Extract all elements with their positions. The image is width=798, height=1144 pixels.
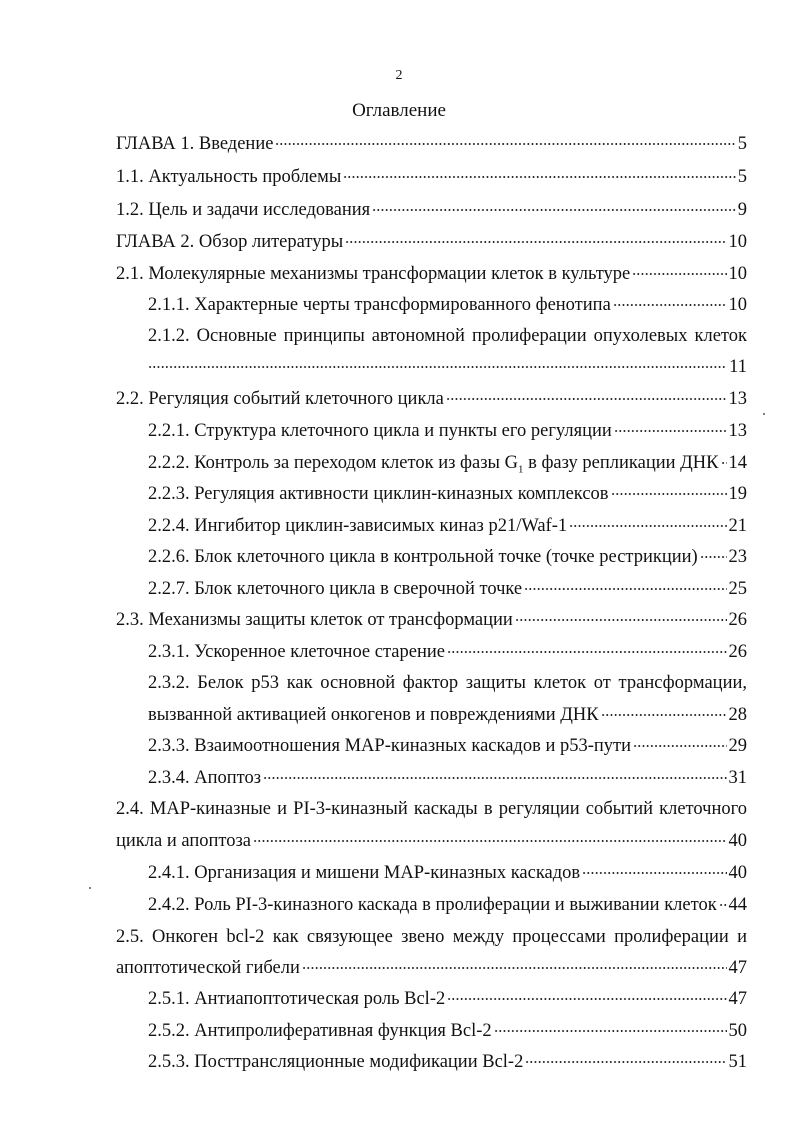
toc-entry-page: 19 xyxy=(728,484,747,504)
toc-entry-1-2[interactable] xyxy=(116,198,747,222)
dot-leader xyxy=(633,734,726,748)
toc-entry-label: 2.3.4. Апоптоз xyxy=(148,768,262,788)
toc-entry-page: 10 xyxy=(728,295,747,315)
toc-entry-page: 26 xyxy=(728,610,747,630)
dot-leader xyxy=(569,514,726,528)
dot-leader xyxy=(302,956,727,970)
toc-entry-label: 2.4.1. Организация и мишени MAP-киназных каскадов xyxy=(148,863,581,883)
toc-entry-label: 1.2. Цель и задачи исследования xyxy=(116,200,371,220)
scan-speck xyxy=(763,413,765,415)
toc-entry-label: 2.2.1. Структура клеточного цикла и пункты его регуляции xyxy=(148,421,612,441)
toc-entry-2-5-line1[interactable]: 2.5. Онкоген bcl-2 как связующее звено между процессами пролиферации и xyxy=(116,927,747,947)
dot-leader xyxy=(372,198,736,212)
dot-leader xyxy=(524,577,726,591)
toc-entry-label: ГЛАВА 1. Введение xyxy=(116,134,274,154)
toc-entry-label: 2.2.6. Блок клеточного цикла в контрольной точке (точке рестрикции) xyxy=(148,547,698,567)
toc-entry-2-5[interactable] xyxy=(116,956,747,980)
toc-entry-page: 31 xyxy=(728,768,747,788)
dot-leader xyxy=(345,230,726,244)
toc-entry-page: 13 xyxy=(728,421,747,441)
toc-entry-page: 47 xyxy=(728,989,747,1009)
toc-entry-2-2-1[interactable] xyxy=(148,419,747,443)
toc-entry-2-5-2[interactable] xyxy=(148,1019,747,1043)
toc-entry-page: 44 xyxy=(728,895,747,915)
toc-entry-2-1-2[interactable] xyxy=(148,355,747,379)
toc-entry-page: 14 xyxy=(728,453,747,473)
toc-entry-label-part: в фазу репликации ДНК xyxy=(523,453,719,473)
toc-entry-label: 2.3. Механизмы защиты клеток от трансформации xyxy=(116,610,513,630)
toc-entry-2-3-2-line1[interactable]: 2.3.2. Белок p53 как основной фактор защиты клеток от трансформации, xyxy=(148,673,747,693)
toc-entry-page: 21 xyxy=(728,516,747,536)
dot-leader xyxy=(719,893,727,907)
toc-entry-label: апоптотической гибели xyxy=(116,958,300,978)
dot-leader xyxy=(525,1050,726,1064)
toc-entry-label: 2.2. Регуляция событий клеточного цикла xyxy=(116,389,444,409)
dot-leader xyxy=(447,987,726,1001)
toc-entry-2-3[interactable] xyxy=(116,608,747,632)
toc-entry-label: вызванной активацией онкогенов и повреждениями ДНК xyxy=(148,705,599,725)
dot-leader xyxy=(613,293,727,307)
toc-entry-2-3-3[interactable] xyxy=(148,734,747,758)
toc-entry-label: 2.2.7. Блок клеточного цикла в сверочной точке xyxy=(148,579,523,599)
toc-entry-page: 10 xyxy=(728,264,747,284)
toc-entry-label: 2.3.3. Взаимоотношения MAP-киназных каскадов и p53-пути xyxy=(148,736,632,756)
toc-entry-1-1[interactable] xyxy=(116,165,747,189)
toc-entry-label: цикла и апоптоза xyxy=(116,831,252,851)
toc-entry-2-2-7[interactable] xyxy=(148,577,747,601)
toc-entry-label: 2.4.2. Роль PI-3-киназного каскада в пролиферации и выживании клеток xyxy=(148,895,717,915)
dot-leader xyxy=(582,861,726,875)
toc-entry-2-2-4[interactable] xyxy=(148,514,747,538)
dot-leader xyxy=(601,703,727,717)
dot-leader xyxy=(148,355,727,369)
toc-entry-page: 5 xyxy=(737,167,747,187)
toc-entry-page: 50 xyxy=(728,1021,747,1041)
toc-entry-page: 40 xyxy=(728,831,747,851)
toc-entry-2-2-6[interactable] xyxy=(148,545,747,569)
dot-leader xyxy=(446,387,727,401)
toc-entry-page: 28 xyxy=(728,705,747,725)
toc-entry-page: 26 xyxy=(728,642,747,662)
toc-entry-label: 2.2.4. Ингибитор циклин-зависимых киназ p21/Waf-1 xyxy=(148,516,568,536)
dot-leader xyxy=(515,608,727,622)
toc-entry-2-3-1[interactable] xyxy=(148,640,747,664)
toc-entry-label: 2.5.2. Антипролиферативная функция Bcl-2 xyxy=(148,1021,492,1041)
toc-entry-label-part: 2.2.2. Контроль за переходом клеток из фазы G xyxy=(148,453,518,473)
dot-leader xyxy=(611,482,727,496)
toc-entry-2-5-1[interactable] xyxy=(148,987,747,1011)
toc-entry-label xyxy=(148,451,719,475)
dot-leader xyxy=(700,545,727,559)
toc-entry-label: ГЛАВА 2. Обзор литературы xyxy=(116,232,344,252)
toc-entry-label: 2.3.1. Ускоренное клеточное старение xyxy=(148,642,445,662)
toc-entry-2-4-2[interactable] xyxy=(148,893,747,917)
dot-leader xyxy=(263,766,726,780)
dot-leader xyxy=(253,829,726,843)
toc-entry-label: 2.2.3. Регуляция активности циклин-киназных комплексов xyxy=(148,484,609,504)
toc-entry-2-3-4[interactable] xyxy=(148,766,747,790)
page-number: 2 xyxy=(395,68,403,83)
toc-entry-page: 40 xyxy=(728,863,747,883)
toc-entry-page: 29 xyxy=(728,736,747,756)
toc-title: Оглавление xyxy=(352,100,446,121)
toc-entry-page: 13 xyxy=(728,389,747,409)
dot-leader xyxy=(275,132,735,146)
toc-entry-page: 47 xyxy=(728,958,747,978)
toc-entry-2-2-3[interactable] xyxy=(148,482,747,506)
toc-entry-2-3-2[interactable] xyxy=(148,703,747,727)
dot-leader xyxy=(614,419,727,433)
toc-entry-label: 2.1. Молекулярные механизмы трансформации клеток в культуре xyxy=(116,264,631,284)
toc-entry-2-5-3[interactable] xyxy=(148,1050,747,1074)
scan-speck xyxy=(89,887,91,889)
toc-entry-page: 5 xyxy=(737,134,747,154)
dot-leader xyxy=(721,451,727,465)
toc-entry-page: 25 xyxy=(728,579,747,599)
dot-leader xyxy=(447,640,727,654)
toc-entry-2-4[interactable] xyxy=(116,829,747,853)
toc-entry-2-1[interactable] xyxy=(116,262,747,286)
dot-leader xyxy=(343,165,735,179)
toc-entry-label: 2.5.1. Антиапоптотическая роль Bcl-2 xyxy=(148,989,446,1009)
dot-leader xyxy=(632,262,726,276)
toc-entry-label: 2.5.3. Посттрансляционные модификации Bcl-2 xyxy=(148,1052,524,1072)
toc-entry-2-2[interactable] xyxy=(116,387,747,411)
dot-leader xyxy=(494,1019,727,1033)
toc-entry-label: 2.1.1. Характерные черты трансформированного фенотипа xyxy=(148,295,611,315)
toc-entry-2-4-line1[interactable]: 2.4. MAP-киназные и PI-3-киназный каскады в регуляции событий клеточного xyxy=(116,799,747,819)
toc-entry-label: 1.1. Актуальность проблемы xyxy=(116,167,342,187)
subscript: 1 xyxy=(517,463,524,476)
toc-entry-page: 23 xyxy=(728,547,747,567)
toc-entry-page: 10 xyxy=(728,232,747,252)
toc-entry-2-2-2[interactable] xyxy=(148,451,747,475)
toc-entry-chapter-1[interactable] xyxy=(116,132,747,156)
toc-entry-2-1-2-line1[interactable]: 2.1.2. Основные принципы автономной пролиферации опухолевых клеток xyxy=(148,326,747,346)
toc-entry-2-1-1[interactable] xyxy=(148,293,747,317)
toc-entry-page: 11 xyxy=(729,357,747,377)
toc-entry-page: 51 xyxy=(728,1052,747,1072)
toc-entry-page: 9 xyxy=(737,200,747,220)
toc-entry-2-4-1[interactable] xyxy=(148,861,747,885)
toc-entry-chapter-2[interactable] xyxy=(116,230,747,254)
